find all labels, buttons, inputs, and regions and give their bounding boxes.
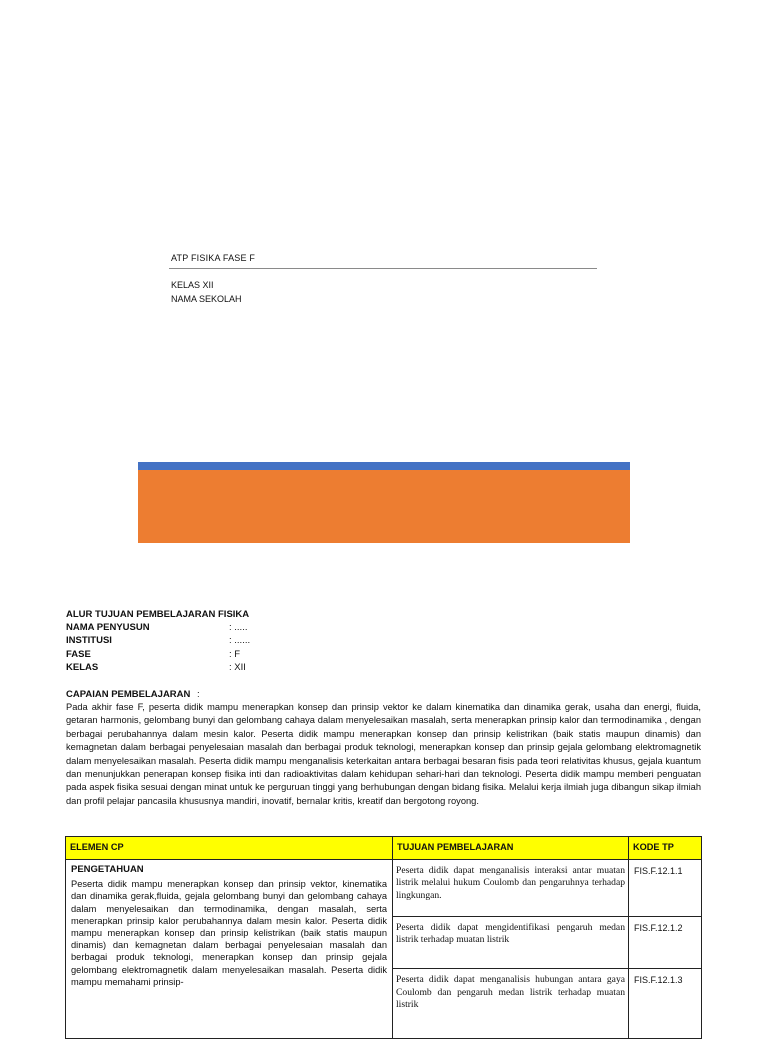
atp-table	[65, 836, 702, 1039]
table-header-row	[66, 837, 702, 860]
meta-row-kelas	[66, 662, 366, 675]
cover-banner	[138, 470, 630, 543]
meta-value: : ......	[229, 635, 251, 646]
cover-sekolah: NAMA SEKOLAH	[171, 294, 242, 304]
kode-cell: FIS.F.12.1.3	[629, 969, 702, 1039]
cover-banner-stripe	[138, 462, 630, 470]
meta-label: INSTITUSI	[66, 635, 112, 646]
cover-kelas: KELAS XII	[171, 280, 214, 290]
kode-cell: FIS.F.12.1.2	[629, 917, 702, 969]
meta-row-fase	[66, 649, 366, 662]
kode-cell: FIS.F.12.1.1	[629, 860, 702, 917]
document-title: ALUR TUJUAN PEMBELAJARAN FISIKA	[66, 609, 250, 620]
header-kode-tp: KODE TP	[629, 837, 702, 860]
meta-row-penyusun	[66, 622, 366, 635]
tp-cell: Peserta didik dapat mengidentifikasi pengaruh medan listrik terhadap muatan listrik	[393, 917, 629, 969]
elemen-title: PENGETAHUAN	[71, 864, 144, 875]
tp-cell: Peserta didik dapat menganalisis hubungan antara gaya Coulomb dan pengaruh medan listrik terhadap muatan listrik	[393, 969, 629, 1039]
meta-row-institusi	[66, 635, 366, 648]
tp-cell: Peserta didik dapat menganalisis interaksi antar muatan listrik melalui hukum Coulomb dan pengaruhnya terhadap lingkungan.	[393, 860, 629, 917]
capaian-heading: CAPAIAN PEMBELAJARAN	[66, 689, 191, 700]
elemen-text: Peserta didik mampu menerapkan konsep dan prinsip vektor, kinematika dan dinamika gerak,fluida, gejala gelombang bunyi dan gelombang cahaya dalam menyelesaikan dan termodinamika, dengan masalah, serta menerapkan prinsip kalor perubahannya dalam mesin kalor. Peserta didik mampu menerapkan konsep dan prinsip kelistrikan (baik statis maupun dinamis) dan kemagnetan dalam berbagai penyelesaian masalah dan berbagai produk teknologi, menerapkan konsep dan prinsip gejala gelombang elektromagnetik dalam menyelesaikan masalah. Peserta didik mampu memahami prinsip-	[71, 879, 387, 987]
meta-label: FASE	[66, 649, 91, 660]
elemen-content	[71, 864, 387, 1034]
cover-divider	[169, 268, 597, 269]
capaian-text: Pada akhir fase F, peserta didik mampu menerapkan konsep dan prinsip vektor ke dalam kinematika dan dinamika gerak, usaha dan energi, fluida, getaran harmonis, gelombang bunyi dan gelombang cahaya dalam menyelesaikan masalah, serta menerapkan prinsip kalor dan termodinamika , dengan berbagai perubahannya dalam mesin kalor. Peserta didik mampu menerapkan konsep dan prinsip kelistrikan (baik statis maupun dinamis) dan kemagnetan dalam berbagai penyelesaian masalah dan berbagai produk teknologi, menerapkan konsep dan prinsip gejala gelombang elektromagnetik dalam menyelesaikan masalah. Peserta didik mampu menganalisis keterkaitan antara berbagai besaran fisis pada teori relativitas khusus, gejala kuantum dan menunjukkan penerapan konsep fisika inti dan radioaktivitas dalam kehidupan sehari-hari dan teknologi. Peserta didik mampu memberi penguatan pada aspek fisika sesuai dengan minat untuk ke perguruan tinggi yang berhubungan dengan bidang fisika. Melalui kerja ilmiah juga dibangun sikap ilmiah dan profil pelajar pancasila khususnya mandiri, inovatif, bernalar kritis, kreatif dan bergotong royong.	[66, 702, 701, 806]
elemen-cell	[66, 860, 393, 1039]
meta-label: KELAS	[66, 662, 99, 673]
meta-value: : F	[229, 649, 241, 660]
header-tujuan-pembelajaran: TUJUAN PEMBELAJARAN	[393, 837, 629, 860]
meta-value: : .....	[229, 622, 248, 633]
meta-value: : XII	[229, 662, 246, 673]
table-row	[66, 860, 702, 917]
header-elemen-cp: ELEMEN CP	[66, 837, 393, 860]
cover-title: ATP FISIKA FASE F	[171, 253, 256, 263]
meta-label: NAMA PENYUSUN	[66, 622, 150, 633]
capaian-colon: :	[197, 689, 200, 700]
